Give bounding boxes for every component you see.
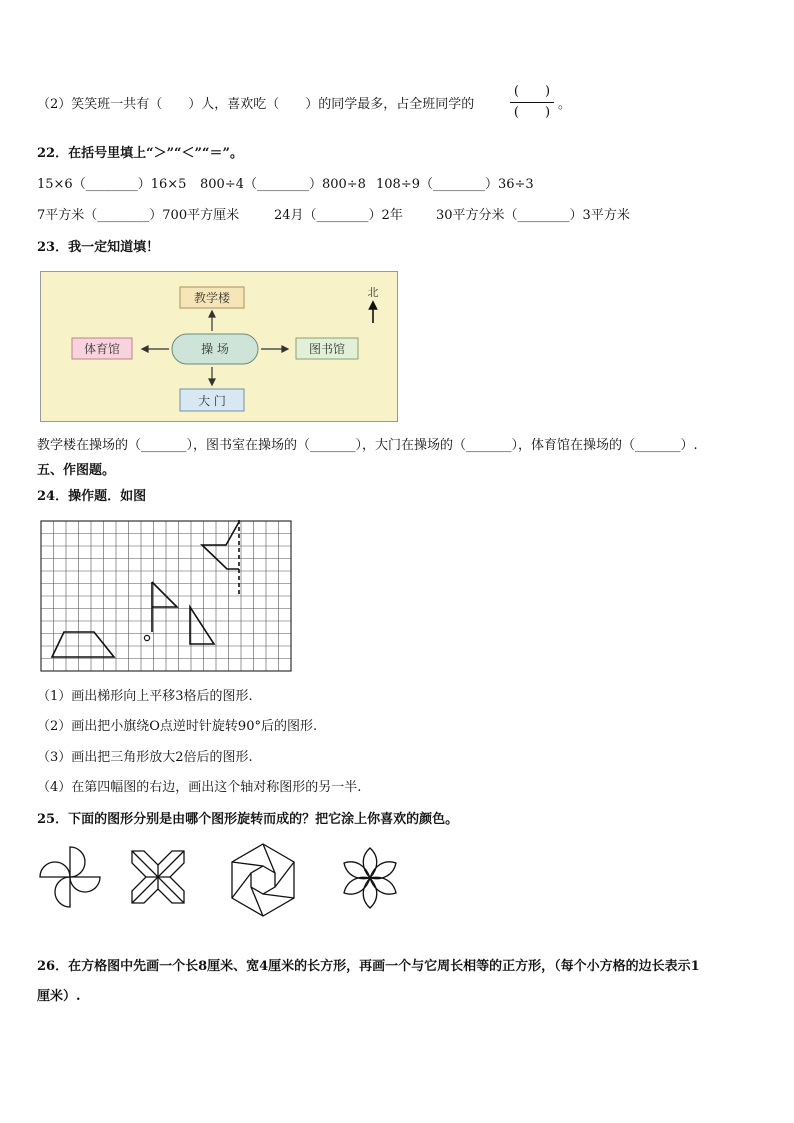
q22-item-4: 7平方米（________）700平方厘米: [37, 208, 240, 223]
map-south-label: 大 门: [198, 394, 226, 408]
q21-fraction: [508, 84, 556, 121]
q22-item-2: 800÷4（________）800÷8: [200, 177, 366, 192]
q26-line-2: 厘米）.: [37, 989, 81, 1004]
compass-label: 北: [367, 286, 379, 299]
map-north-label: 教学楼: [193, 291, 231, 305]
q24-item-3: （3）画出把三角形放大2倍后的图形.: [37, 750, 253, 765]
q23-title: 23．我一定知道填！: [37, 240, 160, 255]
q21-end-mark: 。: [558, 97, 572, 112]
q22-title: 22．在括号里填上“＞”“＜”“＝”。: [37, 146, 243, 161]
fraction-bar: [510, 102, 554, 103]
q24-item-1: （1）画出梯形向上平移3格后的图形.: [37, 689, 253, 704]
q24-grid-figure: [40, 520, 292, 672]
fraction-denominator: ( ): [513, 105, 551, 120]
flag-shape: [152, 582, 177, 632]
q24-title: 24．操作题．如图: [37, 489, 147, 504]
section-5-title: 五、作图题。: [37, 463, 116, 478]
map-center-label: 操 场: [201, 342, 229, 356]
q25-title: 25．下面的图形分别是由哪个图形旋转而成的？把它涂上你喜欢的颜色。: [37, 812, 459, 827]
rotation-figures: [34, 840, 414, 920]
cross-figure: [132, 851, 184, 903]
q22-item-3: 108÷9（________）36÷3: [376, 177, 534, 192]
q24-item-4: （4）在第四幅图的右边，画出这个轴对称图形的另一半.: [37, 780, 362, 795]
point-o-marker: [144, 635, 149, 640]
q22-item-5: 24月（________）2年: [274, 208, 403, 223]
hexagon-figure: [232, 844, 294, 916]
q22-item-6: 30平方分米（________）3平方米: [436, 208, 630, 223]
triangle-shape: [190, 607, 214, 644]
trapezoid-shape: [52, 632, 114, 657]
q26-line-1: 26．在方格图中先画一个长8厘米、宽4厘米的长方形，再画一个与它周长相等的正方形，（每个小方格的边长表示1: [37, 959, 700, 974]
fraction-numerator: ( ): [513, 84, 551, 99]
q24-item-2: （2）画出把小旗绕O点逆时针旋转90°后的图形.: [37, 719, 318, 734]
pinwheel-figure: [40, 847, 100, 907]
q23-question: 教学楼在操场的（_______），图书室在操场的（_______），大门在操场的（_______），体育馆在操场的（_______）.: [37, 438, 698, 453]
flower-figure: [341, 848, 400, 908]
q22-item-1: 15×6（________）16×5: [37, 177, 187, 192]
symmetric-half-shape: [202, 522, 239, 569]
map-west-label: 体育馆: [83, 342, 121, 356]
direction-map: [40, 271, 398, 422]
map-east-label: 图书馆: [308, 342, 346, 356]
q21-part2-text: （2）笑笑班一共有（ ）人，喜欢吃（ ）的同学最多，占全班同学的: [37, 97, 475, 112]
